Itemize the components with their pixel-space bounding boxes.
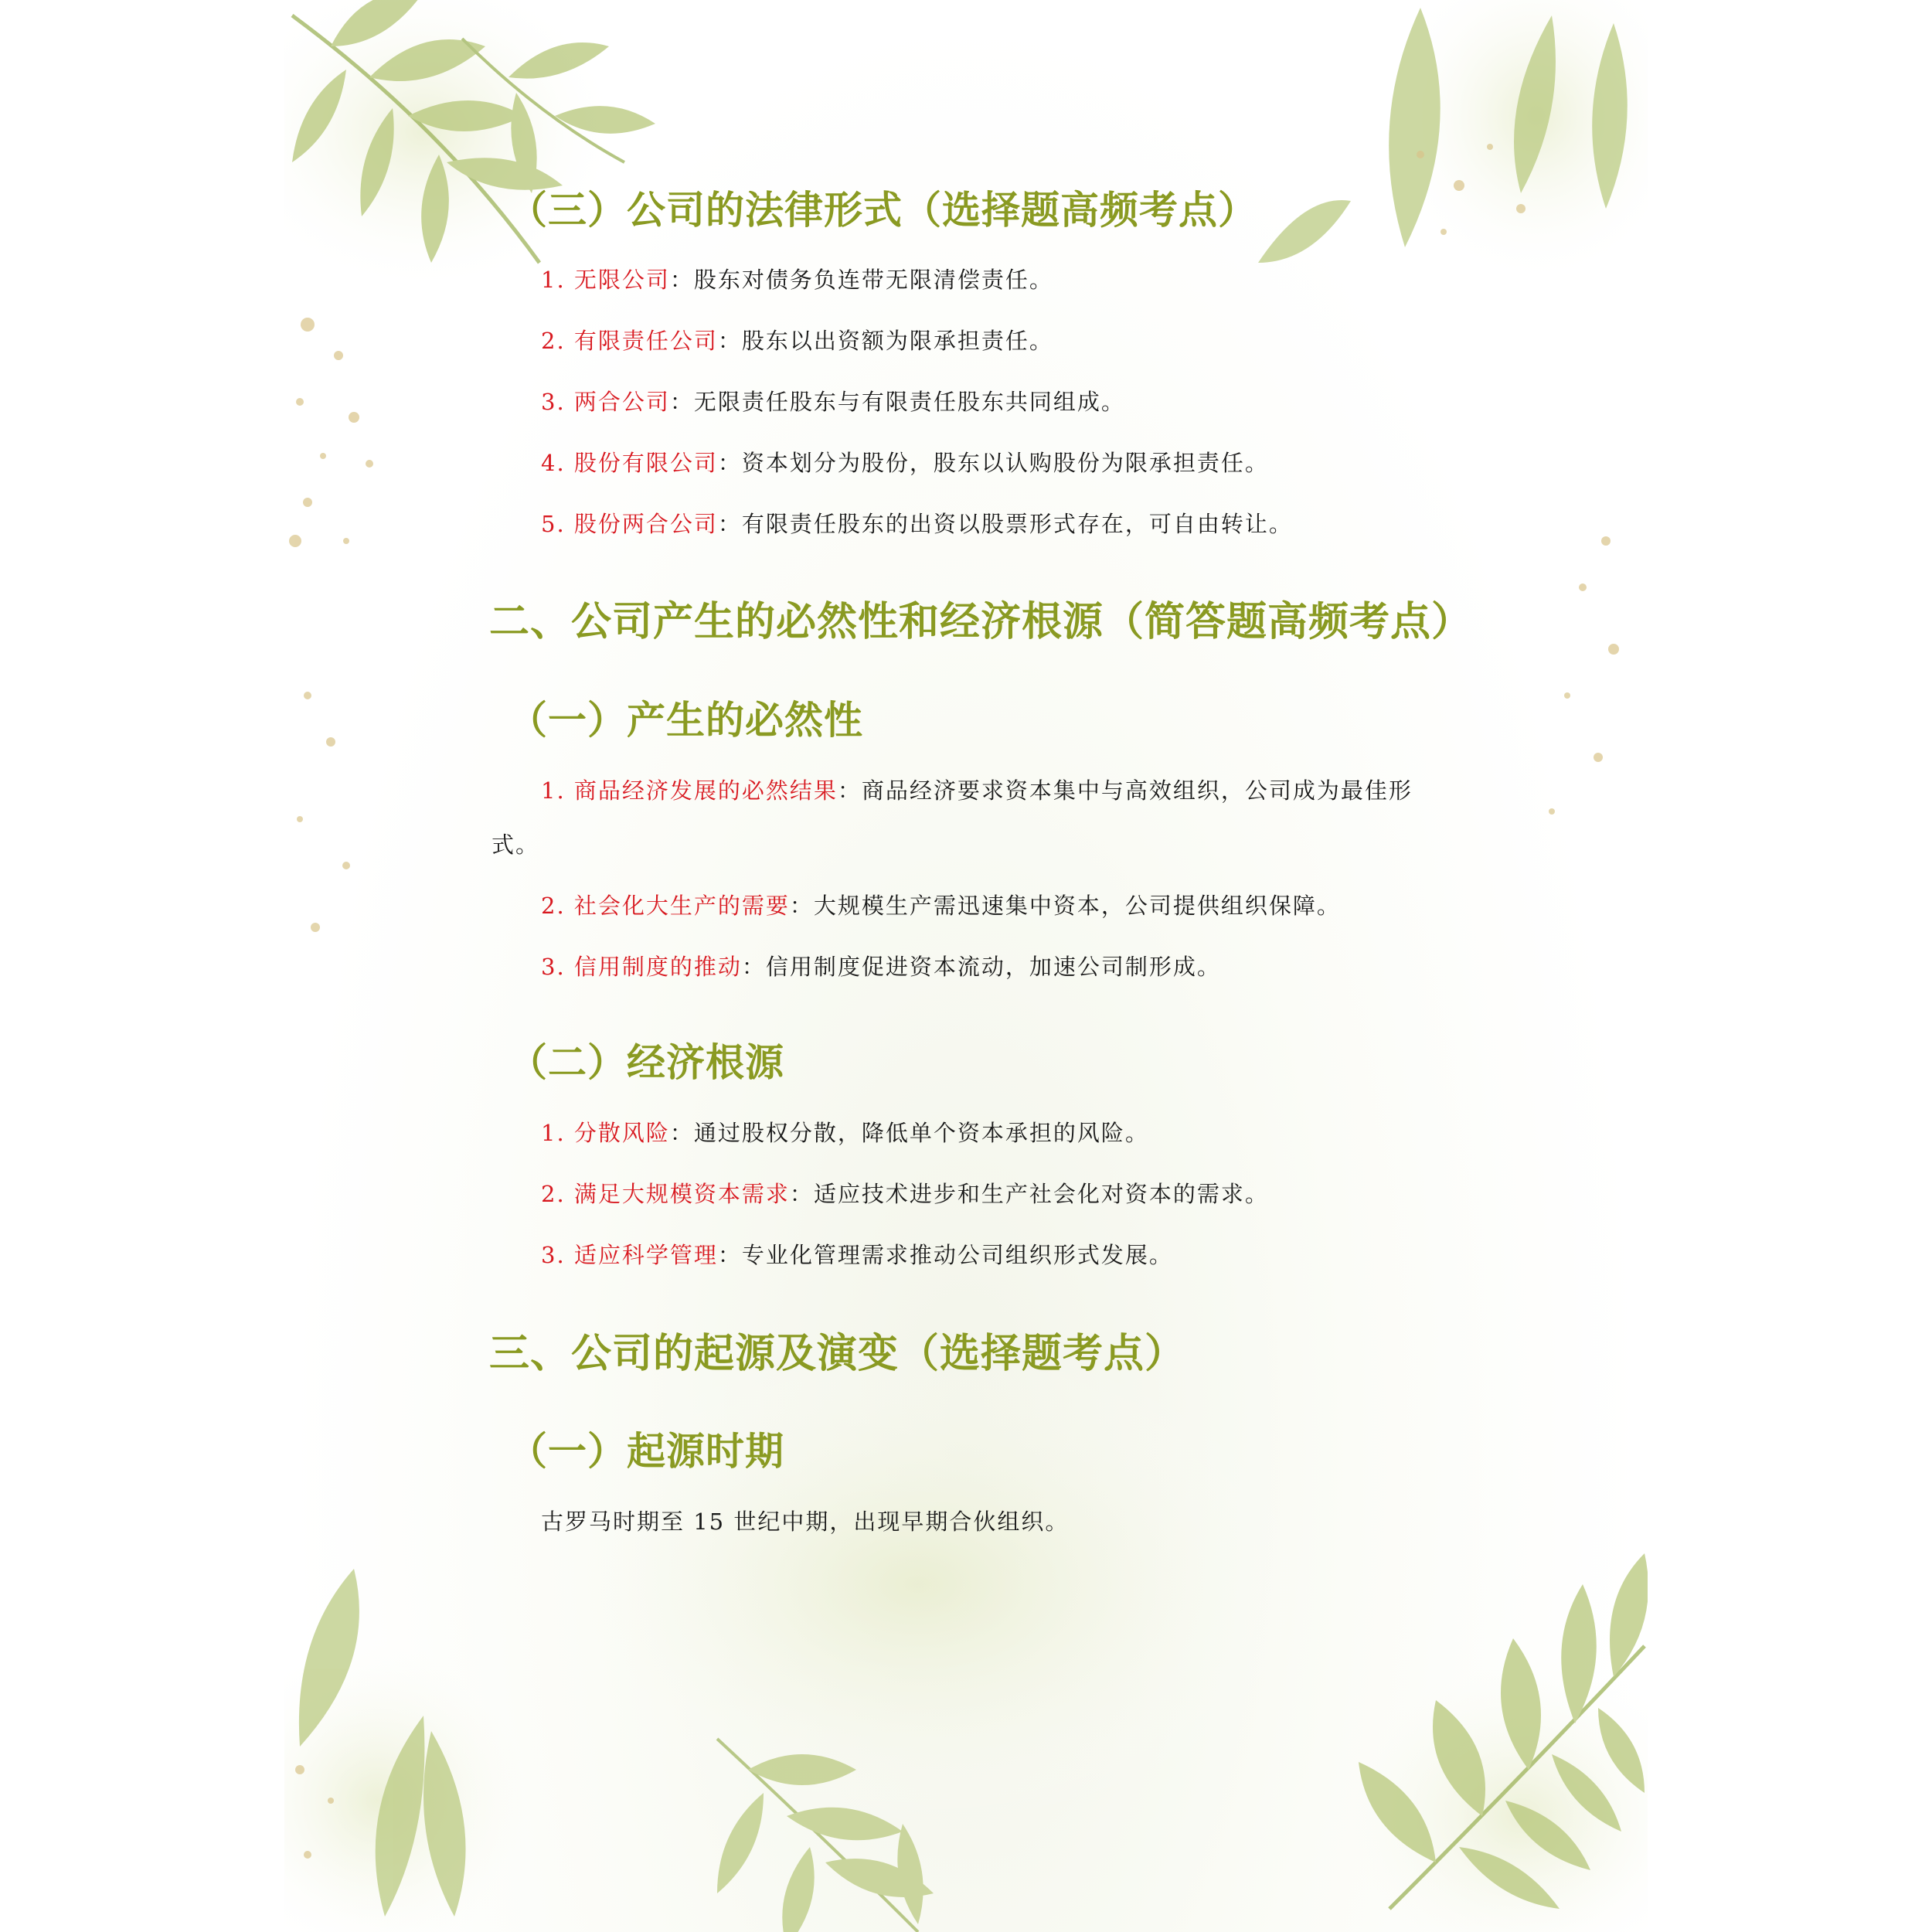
- document-content: [284, 0, 1648, 1932]
- item-term: 3. 适应科学管理: [541, 1242, 718, 1268]
- list-item: [541, 889, 1341, 920]
- heading-economic-roots: （二）经济根源: [509, 1040, 784, 1085]
- item-desc: ：资本划分为股份，股东以认购股份为限承担责任。: [717, 450, 1269, 476]
- item-desc: ：股东以出资额为限承担责任。: [717, 328, 1053, 354]
- heading-section-three: 三、公司的起源及演变（选择题考点）: [489, 1331, 1186, 1377]
- document-page: [284, 0, 1648, 1932]
- list-item: [541, 774, 1413, 805]
- item-desc: ：适应技术进步和生产社会化对资本的需求。: [789, 1181, 1269, 1207]
- item-term: 1. 无限公司: [541, 267, 670, 293]
- item-term: 3. 两合公司: [541, 389, 670, 415]
- heading-section-two: 二、公司产生的必然性和经济根源（简答题高频考点）: [489, 599, 1473, 645]
- item-term: 2. 社会化大生产的需要: [541, 893, 790, 919]
- list-item: [541, 1116, 1149, 1148]
- list-item: [541, 446, 1269, 478]
- list-item: [541, 950, 1221, 981]
- item-desc: ：信用制度促进资本流动，加速公司制形成。: [741, 954, 1221, 980]
- item-term: 3. 信用制度的推动: [541, 954, 742, 980]
- heading-origin-period: （一）起源时期: [509, 1429, 784, 1474]
- item-term: 5. 股份两合公司: [541, 511, 718, 537]
- paragraph-origin: 古罗马时期至 15 世纪中期，出现早期合伙组织。: [541, 1509, 1070, 1535]
- item-term: 4. 股份有限公司: [541, 450, 718, 476]
- item-desc: ：通过股权分散，降低单个资本承担的风险。: [669, 1120, 1149, 1146]
- list-item: [541, 385, 1125, 417]
- item-term: 2. 满足大规模资本需求: [541, 1181, 790, 1207]
- list-item: [541, 1238, 1173, 1270]
- list-item: [541, 324, 1053, 355]
- heading-legal-forms: （三）公司的法律形式（选择题高频考点）: [509, 188, 1257, 233]
- list-item: [541, 507, 1293, 539]
- item-continuation: 式。: [492, 832, 540, 858]
- heading-inevitability: （一）产生的必然性: [509, 698, 863, 743]
- list-item: [541, 263, 1053, 294]
- item-term: 1. 商品经济发展的必然结果: [541, 777, 838, 804]
- item-term: 1. 分散风险: [541, 1120, 670, 1146]
- item-desc: ：专业化管理需求推动公司组织形式发展。: [717, 1242, 1173, 1268]
- list-item: [541, 1177, 1269, 1209]
- item-desc: ：无限责任股东与有限责任股东共同组成。: [669, 389, 1125, 415]
- item-term: 2. 有限责任公司: [541, 328, 718, 354]
- item-desc: ：大规模生产需迅速集中资本，公司提供组织保障。: [789, 893, 1341, 919]
- item-desc: ：股东对债务负连带无限清偿责任。: [669, 267, 1053, 293]
- item-desc: ：商品经济要求资本集中与高效组织，公司成为最佳形: [837, 777, 1413, 804]
- item-desc: ：有限责任股东的出资以股票形式存在，可自由转让。: [717, 511, 1293, 537]
